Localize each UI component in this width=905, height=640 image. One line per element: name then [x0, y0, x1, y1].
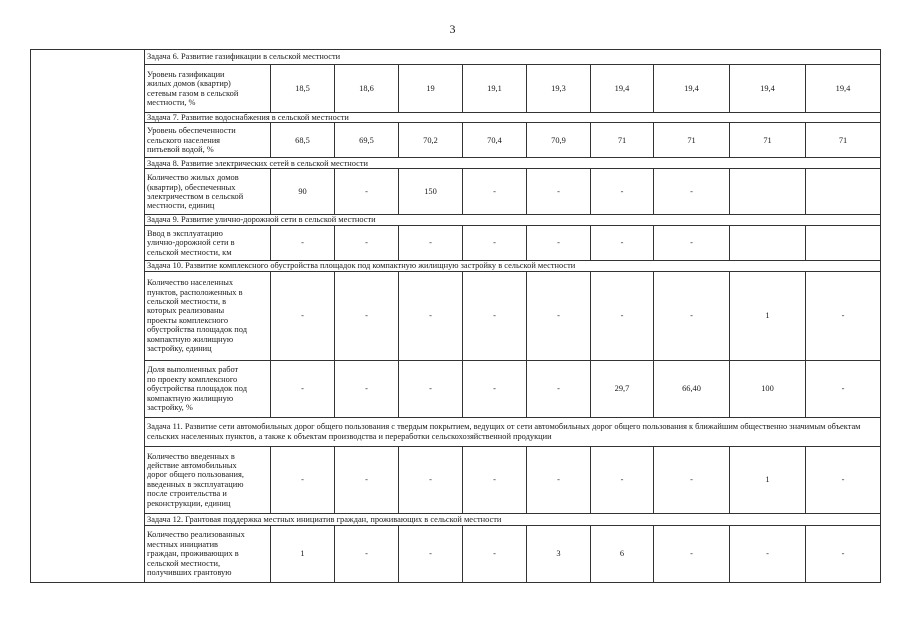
- value-cell: 69,5: [335, 123, 399, 158]
- indicator-row: [31, 271, 881, 360]
- value-cell: 19,4: [806, 65, 881, 113]
- value-cell: 19: [399, 65, 463, 113]
- indicator-name-line: сельской местности,: [147, 558, 221, 568]
- value-cell: -: [806, 271, 881, 360]
- indicator-name: [145, 169, 271, 215]
- value-cell: -: [527, 360, 591, 417]
- section-row: [31, 513, 881, 525]
- value-cell: -: [399, 446, 463, 513]
- section-row: [31, 260, 881, 271]
- value-cell: -: [806, 446, 881, 513]
- indicator-name-line: Доля выполненных работ: [147, 365, 239, 375]
- value-cell: -: [591, 225, 654, 260]
- indicator-table: [30, 49, 881, 583]
- value-cell: -: [399, 525, 463, 582]
- indicator-name: [145, 446, 271, 513]
- value-cell: 71: [591, 123, 654, 158]
- value-cell: -: [591, 446, 654, 513]
- indicator-name-line: Количество введенных в: [147, 451, 235, 461]
- indicator-name-line: компактную жилищную: [147, 334, 234, 344]
- value-cell: -: [806, 360, 881, 417]
- value-cell: 70,4: [463, 123, 527, 158]
- value-cell: -: [335, 446, 399, 513]
- value-cell: -: [654, 271, 730, 360]
- section-row: [31, 50, 881, 65]
- task-heading: Задача 6. Развитие газификации в сельской местности: [145, 50, 881, 65]
- indicator-name-line: реконструкции, единиц: [147, 498, 231, 508]
- value-cell: -: [654, 225, 730, 260]
- indicator-name-line: проекты комплексного: [147, 315, 229, 325]
- indicator-name: [145, 225, 271, 260]
- value-cell: 29,7: [591, 360, 654, 417]
- task-heading: Задача 10. Развитие комплексного обустройства площадок под компактную жилищную застройку в сельской местности: [145, 260, 881, 271]
- value-cell: 19,3: [527, 65, 591, 113]
- indicator-name-line: компактную жилищную: [147, 393, 234, 403]
- indicator-name-line: Ввод в эксплуатацию: [147, 228, 223, 238]
- value-cell: 6: [591, 525, 654, 582]
- indicator-name-line: местности, единиц: [147, 201, 215, 211]
- section-row: [31, 158, 881, 169]
- value-cell: -: [463, 169, 527, 215]
- indicator-name-line: (квартир), обеспеченных: [147, 182, 236, 192]
- indicator-name-line: улично-дорожной сети в: [147, 238, 235, 248]
- indicator-name-line: застройку, единиц: [147, 344, 212, 354]
- indicator-name-line: Количество реализованных: [147, 530, 245, 540]
- indicator-row: [31, 225, 881, 260]
- indicator-name: [145, 65, 271, 113]
- value-cell: -: [806, 525, 881, 582]
- indicator-name: [145, 525, 271, 582]
- value-cell: -: [463, 525, 527, 582]
- indicator-name-line: пунктов, расположенных в: [147, 287, 243, 297]
- indicator-name-line: сельской местности, в: [147, 297, 227, 306]
- value-cell: -: [271, 271, 335, 360]
- value-cell: [730, 225, 806, 260]
- indicator-name-line: которых реализованы: [147, 306, 225, 316]
- indicator-name-line: действие автомобильных: [147, 461, 237, 470]
- value-cell: 19,1: [463, 65, 527, 113]
- value-cell: -: [399, 360, 463, 417]
- value-cell: 19,4: [654, 65, 730, 113]
- value-cell: -: [527, 169, 591, 215]
- value-cell: 18,5: [271, 65, 335, 113]
- value-cell: -: [654, 169, 730, 215]
- indicator-row: [31, 123, 881, 158]
- value-cell: 100: [730, 360, 806, 417]
- value-cell: -: [271, 360, 335, 417]
- indicator-name-line: дорог общего пользования,: [147, 470, 244, 480]
- value-cell: 150: [399, 169, 463, 215]
- value-cell: 70,2: [399, 123, 463, 158]
- value-cell: -: [730, 525, 806, 582]
- value-cell: 1: [271, 525, 335, 582]
- indicator-row: [31, 525, 881, 582]
- indicator-name-line: Количество жилых домов: [147, 173, 239, 183]
- value-cell: 66,40: [654, 360, 730, 417]
- value-cell: -: [527, 446, 591, 513]
- value-cell: 70,9: [527, 123, 591, 158]
- value-cell: -: [271, 446, 335, 513]
- indicator-name-line: застройку, %: [147, 403, 193, 413]
- value-cell: -: [463, 271, 527, 360]
- task-heading: Задача 8. Развитие электрических сетей в сельской местности: [145, 158, 881, 169]
- indicator-name-line: после строительства и: [147, 489, 227, 499]
- value-cell: 3: [527, 525, 591, 582]
- indicator-name-line: введенных в эксплуатацию: [147, 479, 244, 489]
- indicator-name-line: сельского населения: [147, 135, 221, 145]
- value-cell: 19,4: [591, 65, 654, 113]
- page-number: 3: [449, 22, 456, 36]
- indicator-row: [31, 446, 881, 513]
- indicator-name-line: Уровень газификации: [147, 69, 225, 79]
- value-cell: -: [591, 271, 654, 360]
- value-cell: 19,4: [730, 65, 806, 113]
- table-body: [31, 50, 881, 583]
- value-cell: 18,6: [335, 65, 399, 113]
- value-cell: -: [527, 271, 591, 360]
- value-cell: -: [399, 225, 463, 260]
- value-cell: -: [335, 271, 399, 360]
- value-cell: -: [399, 271, 463, 360]
- value-cell: 90: [271, 169, 335, 215]
- value-cell: -: [335, 360, 399, 417]
- value-cell: -: [463, 360, 527, 417]
- section-row: [31, 113, 881, 123]
- value-cell: -: [463, 446, 527, 513]
- value-cell: -: [527, 225, 591, 260]
- value-cell: -: [335, 525, 399, 582]
- indicator-name-line: получивших грантовую: [147, 568, 232, 578]
- indicator-name-line: Количество населенных: [147, 278, 234, 288]
- value-cell: [730, 169, 806, 215]
- indicator-name-line: обустройства площадок под: [147, 325, 248, 335]
- value-cell: [806, 169, 881, 215]
- task-heading: Задача 12. Грантовая поддержка местных инициатив граждан, проживающих в сельской местности: [145, 513, 881, 525]
- indicator-name-line: сельской местности, км: [147, 247, 232, 257]
- indicator-name: [145, 123, 271, 158]
- blank-left-column: [31, 50, 145, 583]
- indicator-name-line: граждан, проживающих в: [147, 549, 239, 559]
- value-cell: -: [654, 446, 730, 513]
- task-heading: Задача 11. Развитие сети автомобильных дорог общего пользования с твердым покрытием, ведущих от сети автомобильных дорог общего пользования к ближайшим общественно значимым объектам сельских населенных пунктов, а также к объектам производства и переработки сельскохозяйственной продукции: [145, 417, 881, 446]
- indicator-name-line: по проекту комплексного: [147, 374, 238, 384]
- value-cell: -: [335, 169, 399, 215]
- indicator-name-line: сетевым газом в сельской: [147, 88, 239, 98]
- indicator-name-line: электричеством в сельской: [147, 191, 244, 201]
- value-cell: [806, 225, 881, 260]
- indicator-row: [31, 360, 881, 417]
- value-cell: 68,5: [271, 123, 335, 158]
- indicator-name-line: жилых домов (квартир): [147, 79, 231, 89]
- task-heading: Задача 9. Развитие улично-дорожной сети в сельской местности: [145, 215, 881, 225]
- indicator-name: [145, 271, 271, 360]
- section-row: [31, 417, 881, 446]
- indicator-row: [31, 65, 881, 113]
- indicator-name-line: местных инициатив: [147, 539, 218, 549]
- value-cell: 71: [806, 123, 881, 158]
- value-cell: 71: [730, 123, 806, 158]
- value-cell: -: [591, 169, 654, 215]
- value-cell: 1: [730, 446, 806, 513]
- value-cell: -: [463, 225, 527, 260]
- indicator-name-line: обустройства площадок под: [147, 384, 248, 394]
- value-cell: 1: [730, 271, 806, 360]
- value-cell: 71: [654, 123, 730, 158]
- value-cell: -: [271, 225, 335, 260]
- indicator-row: [31, 169, 881, 215]
- indicator-name-line: местности, %: [147, 97, 196, 107]
- indicator-name-line: питьевой водой, %: [147, 145, 214, 155]
- task-heading: Задача 7. Развитие водоснабжения в сельской местности: [145, 113, 881, 123]
- indicator-name: [145, 360, 271, 417]
- indicator-name-line: Уровень обеспеченности: [147, 126, 236, 136]
- value-cell: -: [335, 225, 399, 260]
- section-row: [31, 215, 881, 225]
- value-cell: -: [654, 525, 730, 582]
